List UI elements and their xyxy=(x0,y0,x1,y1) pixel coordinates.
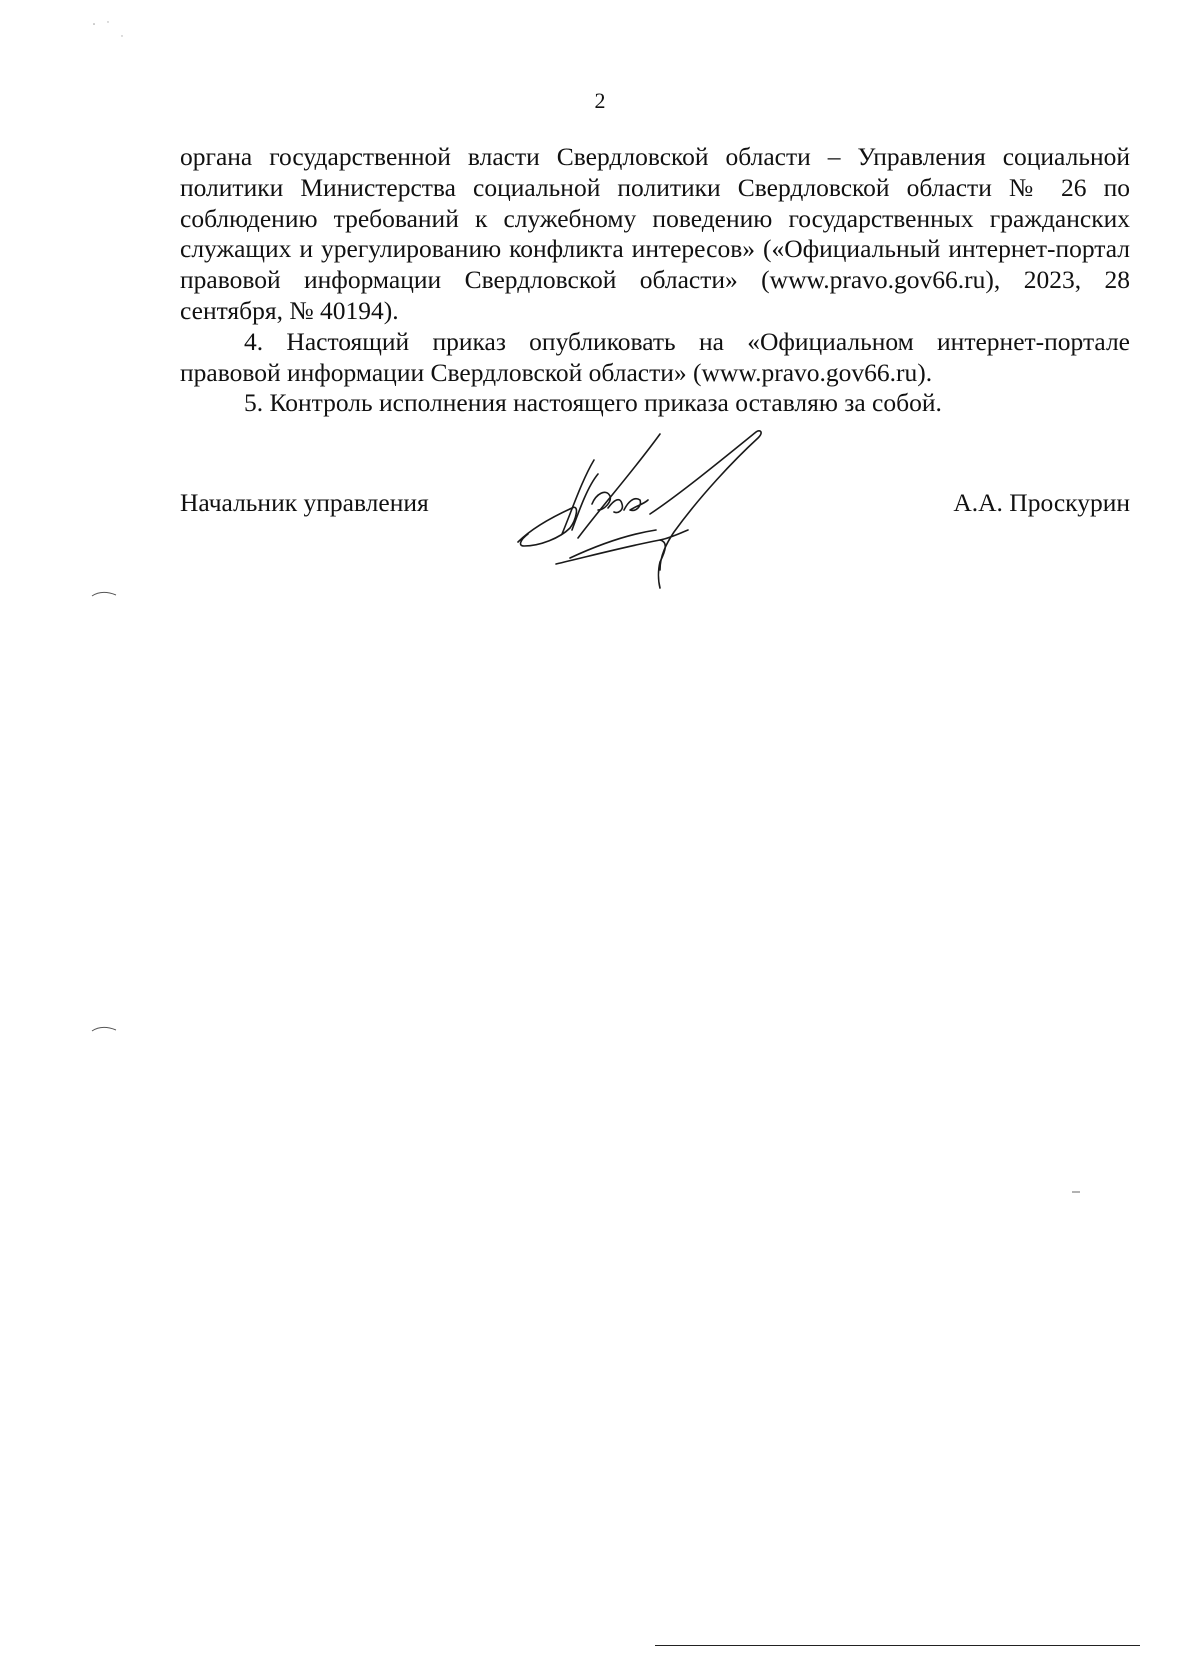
signatory-name: А.А. Проскурин xyxy=(953,488,1130,517)
document-body xyxy=(180,142,1130,419)
paragraph-item-4: 4. Настоящий приказ опубликовать на «Официальном интернет-портале правовой информации Свердловской области» (www.pravo.gov66.ru). xyxy=(180,326,1130,387)
scan-speck-icon xyxy=(1070,1188,1084,1196)
page-number: 2 xyxy=(594,88,606,113)
paragraph-continuation: органа государственной власти Свердловской области – Управления социальной политики Министерства социальной политики Свердловской области № 26 по соблюдению требований к служебному поведению государственных гражданских служащих и урегулированию конфликта интересов» («Официальный интернет-портал правовой информации Свердловской области» (www.pravo.gov66.ru), 2023, 28 сентября, № 40194). xyxy=(180,142,1130,325)
scan-mark-icon xyxy=(90,588,120,600)
bottom-rule xyxy=(655,1645,1140,1646)
handwritten-signature-icon xyxy=(510,430,810,610)
scan-mark-icon xyxy=(90,1023,120,1035)
signatory-position: Начальник управления xyxy=(180,488,429,517)
scan-speck-icon xyxy=(88,18,128,48)
paragraph-item-5: 5. Контроль исполнения настоящего приказа оставляю за собой. xyxy=(244,388,942,418)
